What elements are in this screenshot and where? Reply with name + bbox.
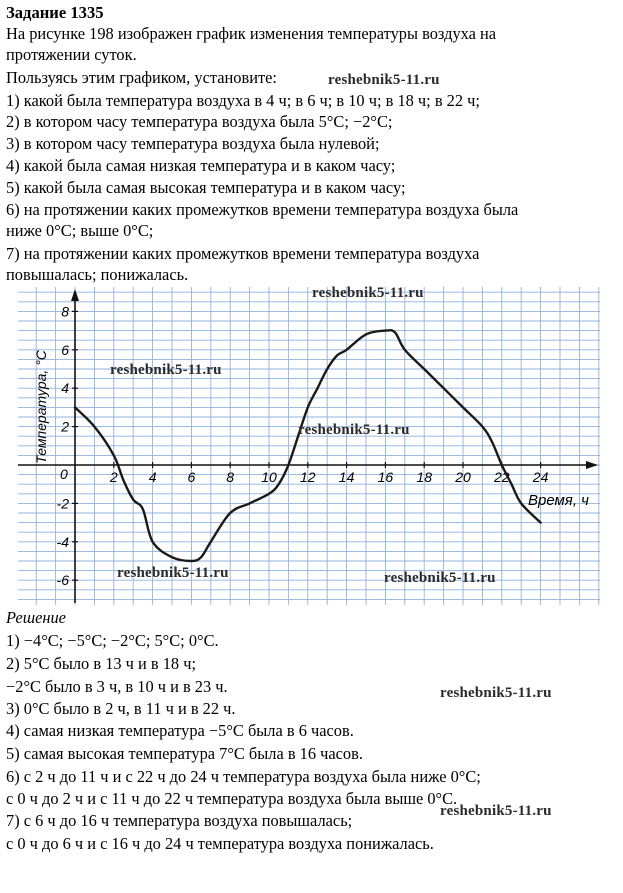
watermark: reshebnik5-11.ru xyxy=(117,565,229,581)
x-axis-arrow xyxy=(586,461,598,469)
watermark: reshebnik5-11.ru xyxy=(312,285,424,301)
x-tick-label: 20 xyxy=(455,469,471,485)
task-line: 3) в котором часу температура воздуха была нулевой; xyxy=(6,134,380,153)
solution-line: 3) 0°С было в 2 ч, в 11 ч и в 22 ч. xyxy=(6,699,236,718)
task-line: 1) какой была температура воздуха в 4 ч; в 6 ч; в 10 ч; в 18 ч; в 22 ч; xyxy=(6,91,480,110)
task-line: 2) в котором часу температура воздуха была 5°С; −2°С; xyxy=(6,112,393,131)
task-title: Задание 1335 xyxy=(6,3,104,22)
y-tick-label: -6 xyxy=(56,572,69,589)
watermark: reshebnik5-11.ru xyxy=(298,422,410,438)
x-tick-label: 10 xyxy=(261,469,277,485)
solution-line: 5) самая высокая температура 7°С была в 16 часов. xyxy=(6,744,363,763)
x-tick-label: 6 xyxy=(187,469,196,485)
task-line: повышалась; понижалась. xyxy=(6,265,189,284)
task-line: 7) на протяжении каких промежутков времени температура воздуха xyxy=(6,244,480,263)
y-axis-label: Температура, °С xyxy=(33,350,49,464)
y-tick-label: 6 xyxy=(61,341,69,358)
x-tick-label: 22 xyxy=(494,469,510,485)
solution-line: 2) 5°С было в 13 ч и в 18 ч; xyxy=(6,654,197,673)
x-tick-label: 12 xyxy=(300,469,316,485)
watermark: reshebnik5-11.ru xyxy=(328,72,440,88)
temperature-chart xyxy=(18,287,600,605)
x-tick-label: 16 xyxy=(377,469,394,485)
task-line: 6) на протяжении каких промежутков времени температура воздуха была xyxy=(6,200,519,219)
x-axis-label: Время, ч xyxy=(528,492,589,509)
solution-line: 1) −4°С; −5°С; −2°С; 5°С; 0°С. xyxy=(6,631,219,650)
x-tick-label: 14 xyxy=(338,469,355,485)
y-axis-arrow xyxy=(71,289,79,301)
x-tick-label: 4 xyxy=(148,469,157,485)
task-line: 4) какой была самая низкая температура и в каком часу; xyxy=(6,156,396,175)
y-tick-label: 8 xyxy=(61,303,69,320)
x-tick-label: 8 xyxy=(226,469,235,485)
solution-heading: Решение xyxy=(6,608,66,627)
task-line: Пользуясь этим графиком, установите: xyxy=(6,68,277,87)
watermark: reshebnik5-11.ru xyxy=(384,570,496,586)
watermark: reshebnik5-11.ru xyxy=(440,685,552,701)
solution-line: 7) с 6 ч до 16 ч температура воздуха повышалась; xyxy=(6,811,353,830)
solution-line: с 0 ч до 2 ч и с 11 ч до 22 ч температура воздуха была выше 0°С. xyxy=(6,789,458,808)
y-tick-label: -4 xyxy=(56,533,69,550)
chart-grid xyxy=(18,287,600,605)
task-line: На рисунке 198 изображен график изменения температуры воздуха на xyxy=(6,24,497,43)
y-tick-label: 2 xyxy=(61,418,69,435)
x-tick-label: 24 xyxy=(532,469,549,485)
watermark: reshebnik5-11.ru xyxy=(440,803,552,819)
solution-line: −2°С было в 3 ч, в 10 ч и в 23 ч. xyxy=(6,677,228,696)
task-line: протяжении суток. xyxy=(6,45,137,64)
origin-label: 0 xyxy=(60,466,68,482)
y-tick-label: -2 xyxy=(56,495,69,512)
solution-line: с 0 ч до 6 ч и с 16 ч до 24 ч температура воздуха понижалась. xyxy=(6,834,434,853)
solution-line: 4) самая низкая температура −5°С была в 6 часов. xyxy=(6,721,354,740)
y-tick-label: 4 xyxy=(61,380,69,397)
task-line: 5) какой была самая высокая температура и в каком часу; xyxy=(6,178,406,197)
solution-line: 6) с 2 ч до 11 ч и с 22 ч до 24 ч температура воздуха была ниже 0°С; xyxy=(6,767,481,786)
task-line: ниже 0°С; выше 0°С; xyxy=(6,221,154,240)
x-tick-label: 18 xyxy=(416,469,432,485)
x-tick-label: 2 xyxy=(109,469,118,485)
watermark: reshebnik5-11.ru xyxy=(110,362,222,378)
